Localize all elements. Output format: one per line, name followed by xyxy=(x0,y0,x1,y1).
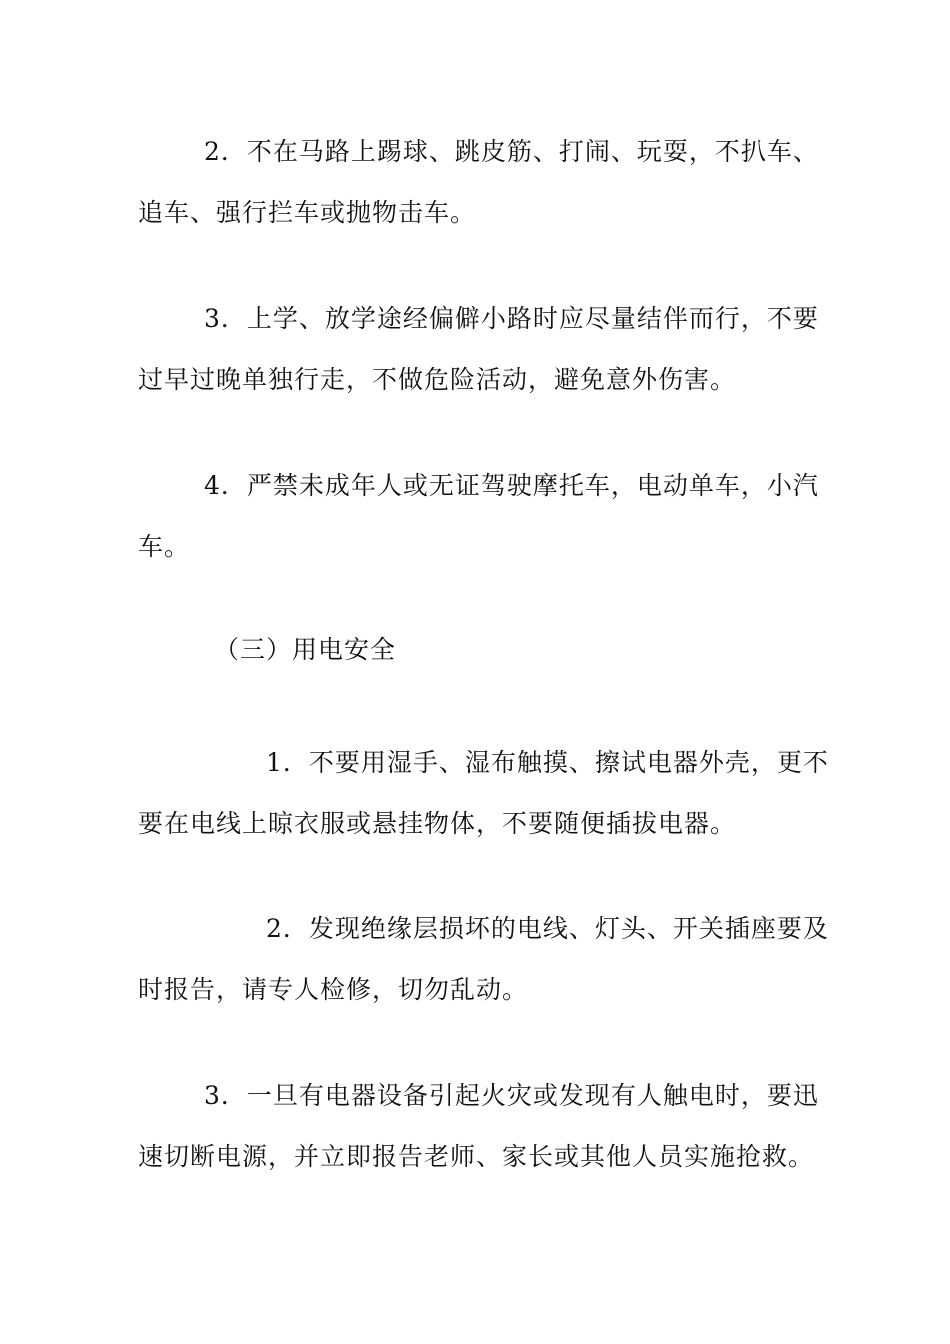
text-line: 车。 xyxy=(138,532,191,561)
text-line: 1．不要用湿手、湿布触摸、擦试电器外壳，更不 xyxy=(266,748,829,777)
text-line: 要在电线上晾衣服或悬挂物体，不要随便插拔电器。 xyxy=(138,809,737,838)
text-line: 2．发现绝缘层损坏的电线、灯头、开关插座要及 xyxy=(266,914,829,943)
text-line: 速切断电源，并立即报告老师、家长或其他人员实施抢救。 xyxy=(138,1142,815,1171)
paragraph-electrical-3 xyxy=(138,1065,828,1187)
paragraph-traffic-3 xyxy=(138,288,828,410)
text-line: 时报告，请专人检修，切勿乱动。 xyxy=(138,975,529,1004)
paragraph-traffic-2 xyxy=(138,121,828,243)
text-line: 4．严禁未成年人或无证驾驶摩托车，电动单车，小汽 xyxy=(204,471,819,500)
paragraph-electrical-2 xyxy=(138,898,828,1020)
text-line: 过早过晚单独行走，不做危险活动，避免意外伤害。 xyxy=(138,365,737,394)
text-line: 3．上学、放学途经偏僻小路时应尽量结伴而行，不要 xyxy=(204,304,819,333)
section-heading-electrical-safety xyxy=(138,619,828,680)
paragraph-traffic-4 xyxy=(138,455,828,577)
text-line: 追车、强行拦车或抛物击车。 xyxy=(138,198,477,227)
text-line: 3．一旦有电器设备引起火灾或发现有人触电时，要迅 xyxy=(204,1081,819,1110)
text-line: 2．不在马路上踢球、跳皮筋、打闹、玩耍，不扒车、 xyxy=(204,137,819,166)
section-heading: （三）用电安全 xyxy=(214,635,397,664)
paragraph-electrical-1 xyxy=(138,732,828,854)
